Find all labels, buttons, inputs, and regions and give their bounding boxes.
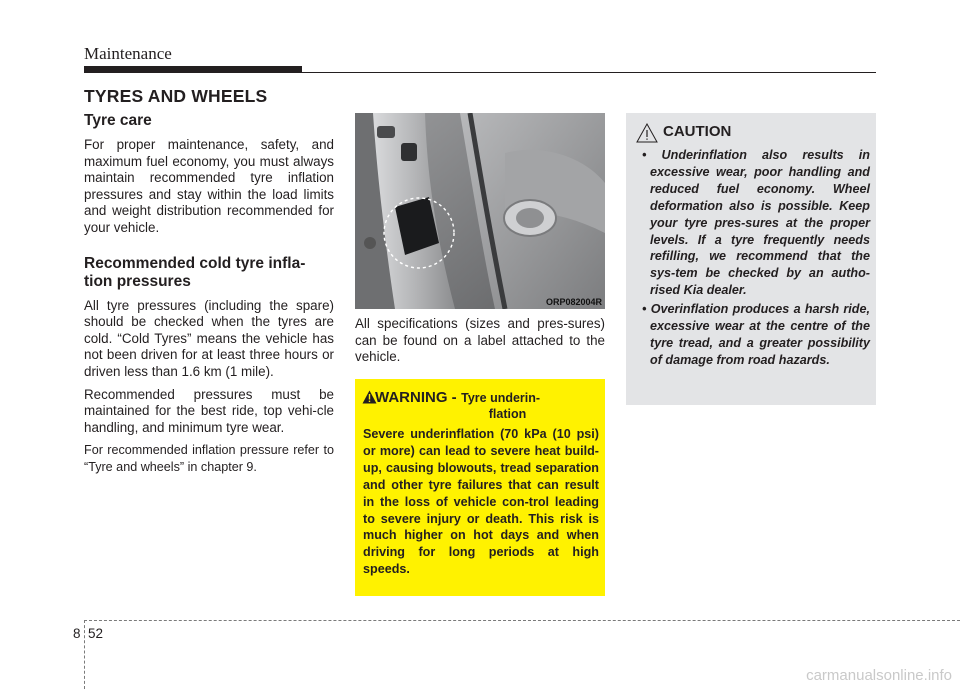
header-rule [302,72,876,73]
watermark: carmanualsonline.info [806,667,952,684]
cold-pressure-para-2: Recommended pressures must be maintained for the best ride, top vehi-cle handling, and minimum tyre wear. [84,386,334,435]
warning-box [355,379,605,596]
caution-title: CAUTION [663,123,732,140]
caution-item: • Underinflation also results in excessive wear, poor handling and reduced fuel economy. Wheel deformation also is possible. Keep your tyre pres-sures at the proper levels. If a tyre frequently needs refilling, we recommend that the sys-tem be checked by an autho-rised Kia dealer. [642,148,870,298]
caution-item-text: Overinflation produces a harsh ride, excessive wear at the centre of the tyre tread, and a greater possibility of damage from road hazards. [650,302,870,367]
tyre-label-photo [355,113,605,309]
header-title: Maintenance [84,44,172,63]
cold-pressure-para-3: For recommended inflation pressure refer to “Tyre and wheels” in chapter 9. [84,443,334,474]
cold-pressure-para-1: All tyre pressures (including the spare) should be checked when the tyres are cold. “Cold Tyres” means the vehicle has not been driven for at least three hours or driven less than 1.6 km (1 mile). [84,297,334,379]
cold-pressure-heading-1: Recommended cold tyre infla- [84,254,306,272]
footer-rule [84,620,960,621]
tyre-care-body: For proper maintenance, safety, and maximum fuel economy, you must always maintain recommended tyre inflation pressures and stay within the load limits and weight distribution recommended for your vehicle. [84,137,334,235]
section-title: TYRES AND WHEELS [84,86,268,106]
specs-paragraph: All specifications (sizes and pres-sures) can be found on a label attached to the vehicle. [355,316,605,365]
caution-item-text: Underinflation also results in excessive wear, poor handling and reduced fuel economy. Wheel deformation also is possible. Keep your tyre pres-sures at the proper levels. If a tyre frequently needs refilling, we recommend that the sys-tem be checked by an autho-rised Kia dealer. [650,148,870,298]
page-number: 52 [88,626,104,641]
door-pillar-illustration [355,113,605,309]
caution-list [634,147,870,371]
caution-triangle-icon [636,123,658,143]
warning-title: WARNING - [375,389,457,406]
chapter-number: 8 [73,626,81,641]
warning-body: Severe underinflation (70 kPa (10 psi) or more) can lead to severe heat build-up, causing blowouts, tread separation and other tyre failures that can result in the loss of vehicle con-trol leading to severe injury or death. This risk is much higher on hot days and when driving for long periods at high speeds. [363,427,599,577]
header-bar [84,66,302,73]
caution-item: • Overinflation produces a harsh ride, excessive wear at the centre of the tyre tread, and a greater possibility of damage from road hazards. [642,302,870,367]
left-column [84,112,334,476]
warning-subtitle-1: Tyre underin- [461,391,541,405]
warning-subtitle-2: flation [488,407,527,421]
figure-code: ORP082004R [545,297,602,307]
tyre-care-heading: Tyre care [84,112,152,129]
cold-pressure-heading-2: tion pressures [84,272,191,290]
footer-vertical-rule [84,620,85,689]
caution-box [626,113,876,405]
middle-column-text [355,316,605,366]
warning-header [375,389,600,421]
